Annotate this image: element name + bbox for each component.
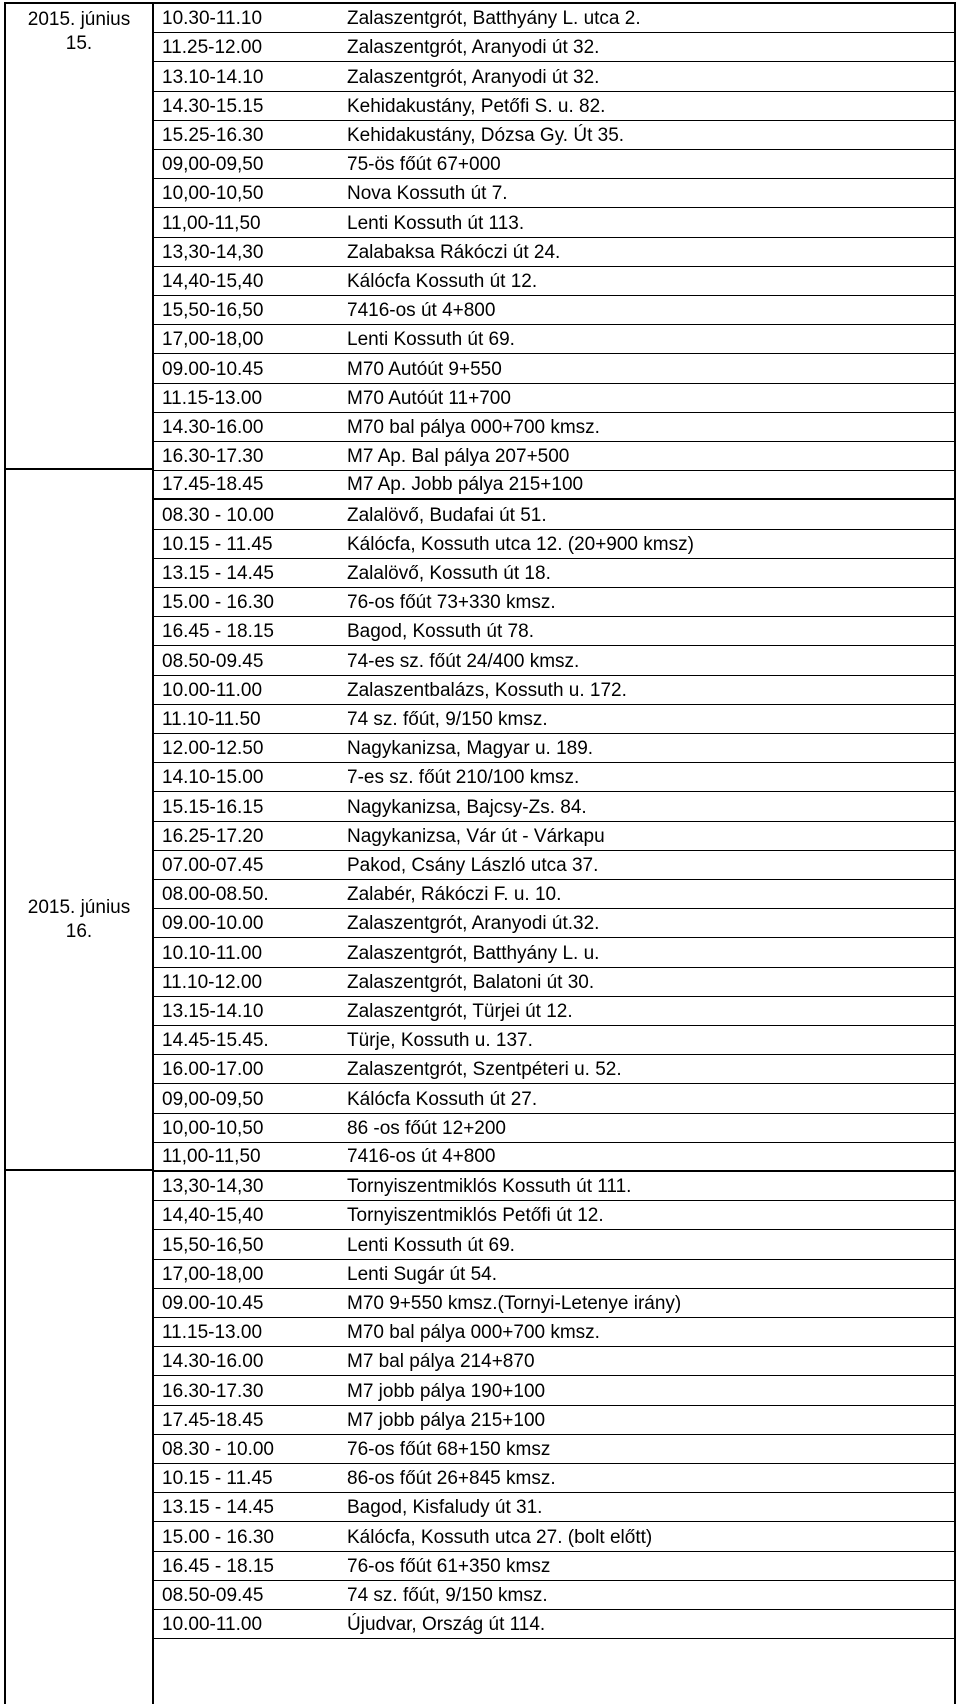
table-row <box>154 354 954 383</box>
location-cell: Kálócfa, Kossuth utca 27. (bolt előtt) <box>347 1526 653 1548</box>
location-cell: Zalalövő, Kossuth út 18. <box>347 562 551 584</box>
time-cell: 16.25-17.20 <box>162 825 264 847</box>
table-row <box>154 676 954 705</box>
time-cell: 16.30-17.30 <box>162 1380 264 1402</box>
table-row <box>154 734 954 763</box>
time-cell: 11.25-12.00 <box>162 37 263 59</box>
time-cell: 17,00-18,00 <box>162 329 264 351</box>
date-line: 2015. június <box>27 897 131 918</box>
time-cell: 14,40-15,40 <box>162 270 264 292</box>
location-cell: Nagykanizsa, Bajcsy-Zs. 84. <box>347 796 587 818</box>
time-cell: 15.25-16.30 <box>162 124 264 146</box>
table-row <box>154 1114 954 1143</box>
time-cell: 09,00-09,50 <box>162 1088 264 1110</box>
table-row <box>154 1376 954 1405</box>
location-cell: M70 Autóút 11+700 <box>347 387 511 409</box>
time-cell: 08.00-08.50. <box>162 884 269 906</box>
table-row <box>154 968 954 997</box>
location-cell: M7 bal pálya 214+870 <box>347 1351 535 1373</box>
time-cell: 15,50-16,50 <box>162 300 264 322</box>
table-row <box>154 471 954 500</box>
table-row <box>154 413 954 442</box>
location-cell: Zalalövő, Budafai út 51. <box>347 504 547 526</box>
location-cell: 74 sz. főút, 9/150 kmsz. <box>347 1584 548 1606</box>
location-cell: Bagod, Kisfaludy út 31. <box>347 1497 543 1519</box>
date-label <box>6 896 152 944</box>
time-cell: 10.30-11.10 <box>162 8 263 30</box>
time-cell: 13.15-14.10 <box>162 1000 264 1022</box>
time-cell: 17.45-18.45 <box>162 474 264 496</box>
location-cell: 76-os főút 73+330 kmsz. <box>347 592 556 614</box>
time-cell: 14.10-15.00 <box>162 767 264 789</box>
time-cell: 08.50-09.45 <box>162 650 264 672</box>
location-cell: Kehidakustány, Petőfi S. u. 82. <box>347 95 606 117</box>
location-cell: Zalaszentgrót, Batthyány L. u. <box>347 942 600 964</box>
time-cell: 16.45 - 18.15 <box>162 621 274 643</box>
date-label <box>6 8 152 56</box>
time-cell: 08.50-09.45 <box>162 1584 264 1606</box>
time-cell: 12.00-12.50 <box>162 738 264 760</box>
table-row <box>154 1435 954 1464</box>
table-row <box>154 1493 954 1522</box>
table-row <box>154 500 954 529</box>
table-row <box>154 4 954 33</box>
location-cell: M7 Ap. Bal pálya 207+500 <box>347 446 570 468</box>
time-cell: 09.00-10.45 <box>162 358 264 380</box>
time-cell: 14.30-16.00 <box>162 1351 264 1373</box>
table-row <box>154 646 954 675</box>
location-cell: M7 jobb pálya 215+100 <box>347 1409 546 1431</box>
time-cell: 11.10-11.50 <box>162 708 261 730</box>
table-row <box>154 384 954 413</box>
location-cell: Lenti Kossuth út 69. <box>347 329 515 351</box>
time-cell: 10.15 - 11.45 <box>162 1468 273 1490</box>
time-cell: 14.30-16.00 <box>162 416 264 438</box>
location-cell: M70 bal pálya 000+700 kmsz. <box>347 416 600 438</box>
date-line: 15. <box>65 33 93 54</box>
table-row <box>154 588 954 617</box>
date-separator <box>6 468 152 470</box>
location-cell: 7416-os út 4+800 <box>347 1145 496 1167</box>
time-cell: 10,00-10,50 <box>162 183 264 205</box>
time-cell: 14,40-15,40 <box>162 1205 264 1227</box>
time-cell: 17,00-18,00 <box>162 1263 264 1285</box>
location-cell: Kehidakustány, Dózsa Gy. Út 35. <box>347 124 625 146</box>
table-row <box>154 851 954 880</box>
time-cell: 10.15 - 11.45 <box>162 533 273 555</box>
location-cell: M70 9+550 kmsz.(Tornyi-Letenye irány) <box>347 1292 682 1314</box>
time-cell: 09.00-10.00 <box>162 913 264 935</box>
location-cell: Kálócfa Kossuth út 12. <box>347 270 538 292</box>
time-cell: 13.15 - 14.45 <box>162 1497 274 1519</box>
table-row <box>154 179 954 208</box>
time-cell: 17.45-18.45 <box>162 1409 264 1431</box>
table-row <box>154 121 954 150</box>
table-row <box>154 150 954 179</box>
location-cell: Újudvar, Ország út 114. <box>347 1614 546 1636</box>
location-cell: Zalabér, Rákóczi F. u. 10. <box>347 884 562 906</box>
time-cell: 16.30-17.30 <box>162 446 264 468</box>
table-row <box>154 792 954 821</box>
table-row <box>154 1347 954 1376</box>
location-cell: Nagykanizsa, Vár út - Várkapu <box>347 825 605 847</box>
time-cell: 13.15 - 14.45 <box>162 562 274 584</box>
table-row <box>154 267 954 296</box>
table-row <box>154 92 954 121</box>
date-separator <box>6 1169 152 1171</box>
table-row <box>154 325 954 354</box>
table-row <box>154 1552 954 1581</box>
table-row <box>154 1260 954 1289</box>
table-row <box>154 880 954 909</box>
table-row <box>154 617 954 646</box>
table-row <box>154 62 954 91</box>
time-cell: 11,00-11,50 <box>162 212 261 234</box>
table-row <box>154 1055 954 1084</box>
location-cell: Zalabaksa Rákóczi út 24. <box>347 241 561 263</box>
time-cell: 16.00-17.00 <box>162 1059 264 1081</box>
table-row <box>154 1084 954 1113</box>
location-cell: 86-os főút 26+845 kmsz. <box>347 1468 556 1490</box>
table-row <box>154 296 954 325</box>
location-cell: Tornyiszentmiklós Kossuth út 111. <box>347 1176 632 1198</box>
location-cell: 74-es sz. főút 24/400 kmsz. <box>347 650 580 672</box>
date-line: 16. <box>65 921 93 942</box>
location-cell: Zalaszentgrót, Türjei út 12. <box>347 1000 573 1022</box>
location-cell: 86 -os főút 12+200 <box>347 1117 506 1139</box>
time-cell: 11.15-13.00 <box>162 387 263 409</box>
location-cell: 74 sz. főút, 9/150 kmsz. <box>347 708 548 730</box>
location-cell: Zalaszentgrót, Szentpéteri u. 52. <box>347 1059 622 1081</box>
time-cell: 13,30-14,30 <box>162 241 264 263</box>
time-cell: 10.00-11.00 <box>162 1614 263 1636</box>
location-cell: Tornyiszentmiklós Petőfi út 12. <box>347 1205 604 1227</box>
location-cell: Kálócfa Kossuth út 27. <box>347 1088 538 1110</box>
location-cell: Zalaszentgrót, Batthyány L. utca 2. <box>347 8 641 30</box>
time-cell: 13,30-14,30 <box>162 1176 264 1198</box>
location-cell: Zalaszentbalázs, Kossuth u. 172. <box>347 679 627 701</box>
schedule-rows <box>154 4 954 1704</box>
table-row <box>154 1172 954 1201</box>
table-row <box>154 1522 954 1551</box>
location-cell: M7 Ap. Jobb pálya 215+100 <box>347 474 584 496</box>
location-cell: Bagod, Kossuth út 78. <box>347 621 534 643</box>
table-row <box>154 33 954 62</box>
time-cell: 09.00-10.45 <box>162 1292 264 1314</box>
time-cell: 07.00-07.45 <box>162 854 264 876</box>
time-cell: 16.45 - 18.15 <box>162 1555 274 1577</box>
time-cell: 11.15-13.00 <box>162 1322 263 1344</box>
table-row <box>154 530 954 559</box>
date-line: 2015. június <box>27 9 131 30</box>
table-row <box>154 1230 954 1259</box>
table-row <box>154 1026 954 1055</box>
table-row <box>154 763 954 792</box>
location-cell: Kálócfa, Kossuth utca 12. (20+900 kmsz) <box>347 533 694 555</box>
location-cell: Zalaszentgrót, Aranyodi út.32. <box>347 913 600 935</box>
table-row <box>154 1406 954 1435</box>
table-row <box>154 938 954 967</box>
location-cell: 76-os főút 61+350 kmsz <box>347 1555 551 1577</box>
schedule-table <box>4 2 956 1704</box>
table-row <box>154 1464 954 1493</box>
table-row <box>154 559 954 588</box>
table-row <box>154 822 954 851</box>
table-row <box>154 997 954 1026</box>
location-cell: Lenti Kossuth út 69. <box>347 1234 515 1256</box>
location-cell: M70 bal pálya 000+700 kmsz. <box>347 1322 600 1344</box>
location-cell: Zalaszentgrót, Aranyodi út 32. <box>347 37 600 59</box>
table-row <box>154 1581 954 1610</box>
table-row <box>154 705 954 734</box>
time-cell: 10.00-11.00 <box>162 679 263 701</box>
location-cell: M7 jobb pálya 190+100 <box>347 1380 546 1402</box>
location-cell: Lenti Sugár út 54. <box>347 1263 497 1285</box>
location-cell: Nova Kossuth út 7. <box>347 183 508 205</box>
table-row <box>154 1318 954 1347</box>
location-cell: 76-os főút 68+150 kmsz <box>347 1438 551 1460</box>
table-row <box>154 1143 954 1172</box>
location-cell: Lenti Kossuth út 113. <box>347 212 525 234</box>
time-cell: 10,00-10,50 <box>162 1117 264 1139</box>
location-cell: Zalaszentgrót, Aranyodi út 32. <box>347 66 600 88</box>
location-cell: Zalaszentgrót, Balatoni út 30. <box>347 971 595 993</box>
date-column <box>6 4 154 1704</box>
table-row <box>154 1201 954 1230</box>
time-cell: 09,00-09,50 <box>162 154 264 176</box>
time-cell: 10.10-11.00 <box>162 942 263 964</box>
time-cell: 15.00 - 16.30 <box>162 592 274 614</box>
location-cell: Nagykanizsa, Magyar u. 189. <box>347 738 594 760</box>
location-cell: Türje, Kossuth u. 137. <box>347 1030 533 1052</box>
time-cell: 11,00-11,50 <box>162 1145 261 1167</box>
table-row <box>154 1289 954 1318</box>
location-cell: M70 Autóút 9+550 <box>347 358 502 380</box>
table-row <box>154 1610 954 1639</box>
time-cell: 15.15-16.15 <box>162 796 264 818</box>
location-cell: 7-es sz. főút 210/100 kmsz. <box>347 767 580 789</box>
table-row <box>154 442 954 471</box>
time-cell: 14.30-15.15 <box>162 95 264 117</box>
time-cell: 11.10-12.00 <box>162 971 263 993</box>
time-cell: 13.10-14.10 <box>162 66 264 88</box>
location-cell: 7416-os út 4+800 <box>347 300 496 322</box>
table-row <box>154 909 954 938</box>
location-cell: Pakod, Csány László utca 37. <box>347 854 599 876</box>
table-row <box>154 208 954 237</box>
time-cell: 15.00 - 16.30 <box>162 1526 274 1548</box>
time-cell: 15,50-16,50 <box>162 1234 264 1256</box>
time-cell: 08.30 - 10.00 <box>162 1438 274 1460</box>
time-cell: 08.30 - 10.00 <box>162 504 274 526</box>
table-row <box>154 238 954 267</box>
location-cell: 75-ös főút 67+000 <box>347 154 501 176</box>
time-cell: 14.45-15.45. <box>162 1030 269 1052</box>
